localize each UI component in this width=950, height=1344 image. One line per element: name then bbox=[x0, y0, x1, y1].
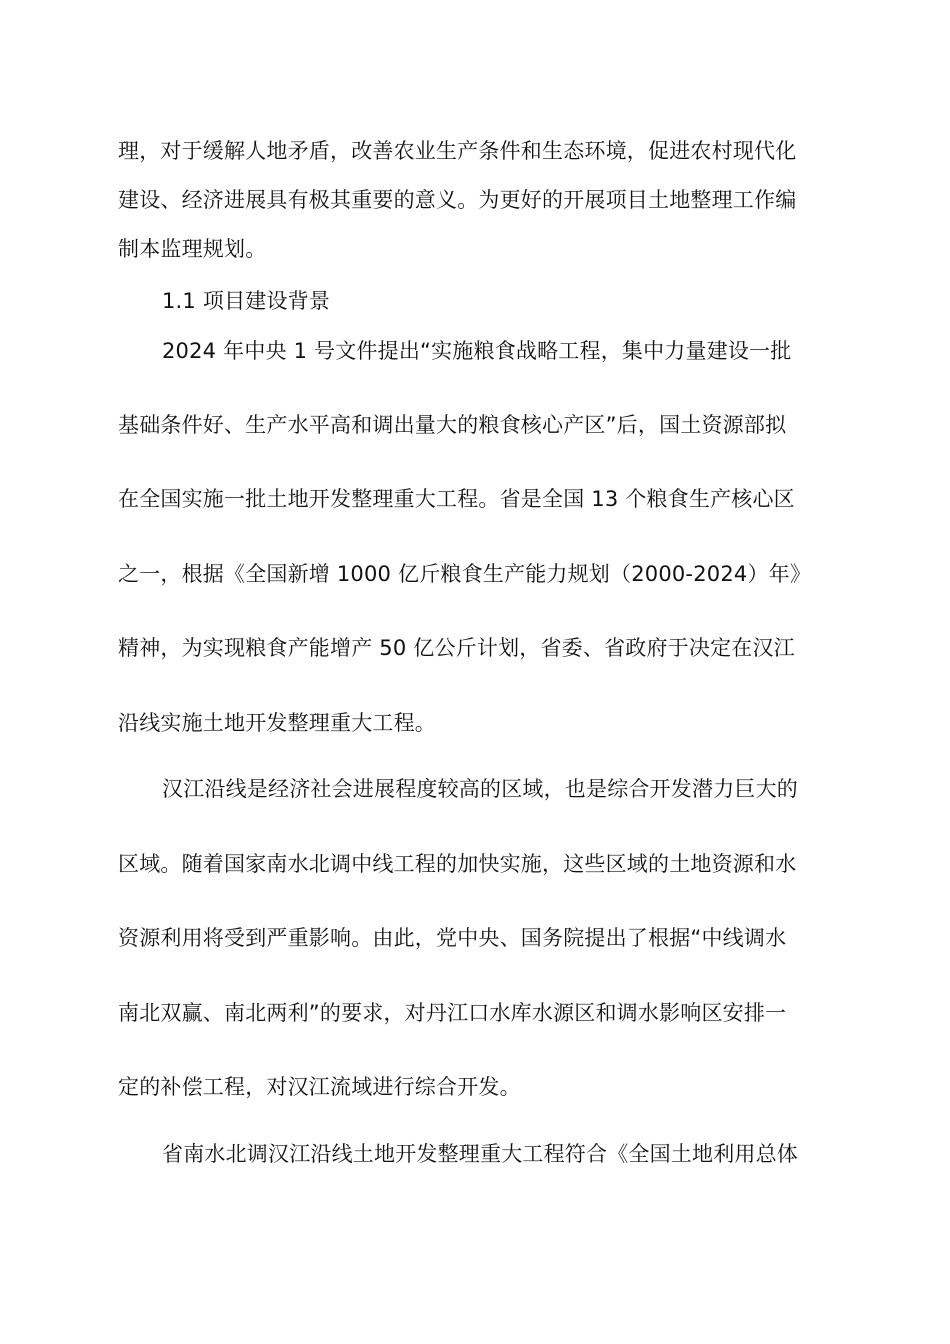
text-line: 省南水北调汉江沿线土地开发整理重大工程符合《全国土地利用总体 bbox=[162, 1142, 798, 1166]
text-line: 制本监理规划。 bbox=[118, 237, 267, 261]
text-line: 汉江沿线是经济社会进展程度较高的区域，也是综合开发潜力巨大的 bbox=[162, 777, 798, 801]
text-line: 理，对于缓解人地矛盾，改善农业生产条件和生态环境，促进农村现代化 bbox=[118, 139, 797, 163]
text-line: 资源利用将受到严重影响。由此，党中央、国务院提出了根据“中线调水 bbox=[118, 926, 787, 950]
text-line: 定的补偿工程，对汉江流域进行综合开发。 bbox=[118, 1075, 521, 1099]
text-line: 基础条件好、生产水平高和调出量大的粮食核心产区”后，国土资源部拟 bbox=[118, 413, 787, 437]
text-line: 区域。随着国家南水北调中线工程的加快实施，这些区域的土地资源和水 bbox=[118, 852, 797, 876]
section-heading: 1.1 项目建设背景 bbox=[162, 289, 331, 313]
text-line: 建设、经济进展具有极其重要的意义。为更好的开展项目土地整理工作编 bbox=[118, 188, 797, 212]
text-line: 在全国实施一批土地开发整理重大工程。省是全国 13 个粮食生产核心区 bbox=[118, 487, 795, 511]
text-line: 沿线实施土地开发整理重大工程。 bbox=[118, 711, 436, 735]
text-line: 2024 年中央 1 号文件提出“实施粮食战略工程，集中力量建设一批 bbox=[162, 339, 792, 363]
text-line: 精神，为实现粮食产能增产 50 亿公斤计划，省委、省政府于决定在汉江 bbox=[118, 636, 795, 660]
text-line: 南北双赢、南北两利”的要求，对丹江口水库水源区和调水影响区安排一 bbox=[118, 1001, 787, 1025]
text-line: 之一，根据《全国新增 1000 亿斤粮食生产能力规划（2000-2024）年》 bbox=[118, 562, 812, 586]
